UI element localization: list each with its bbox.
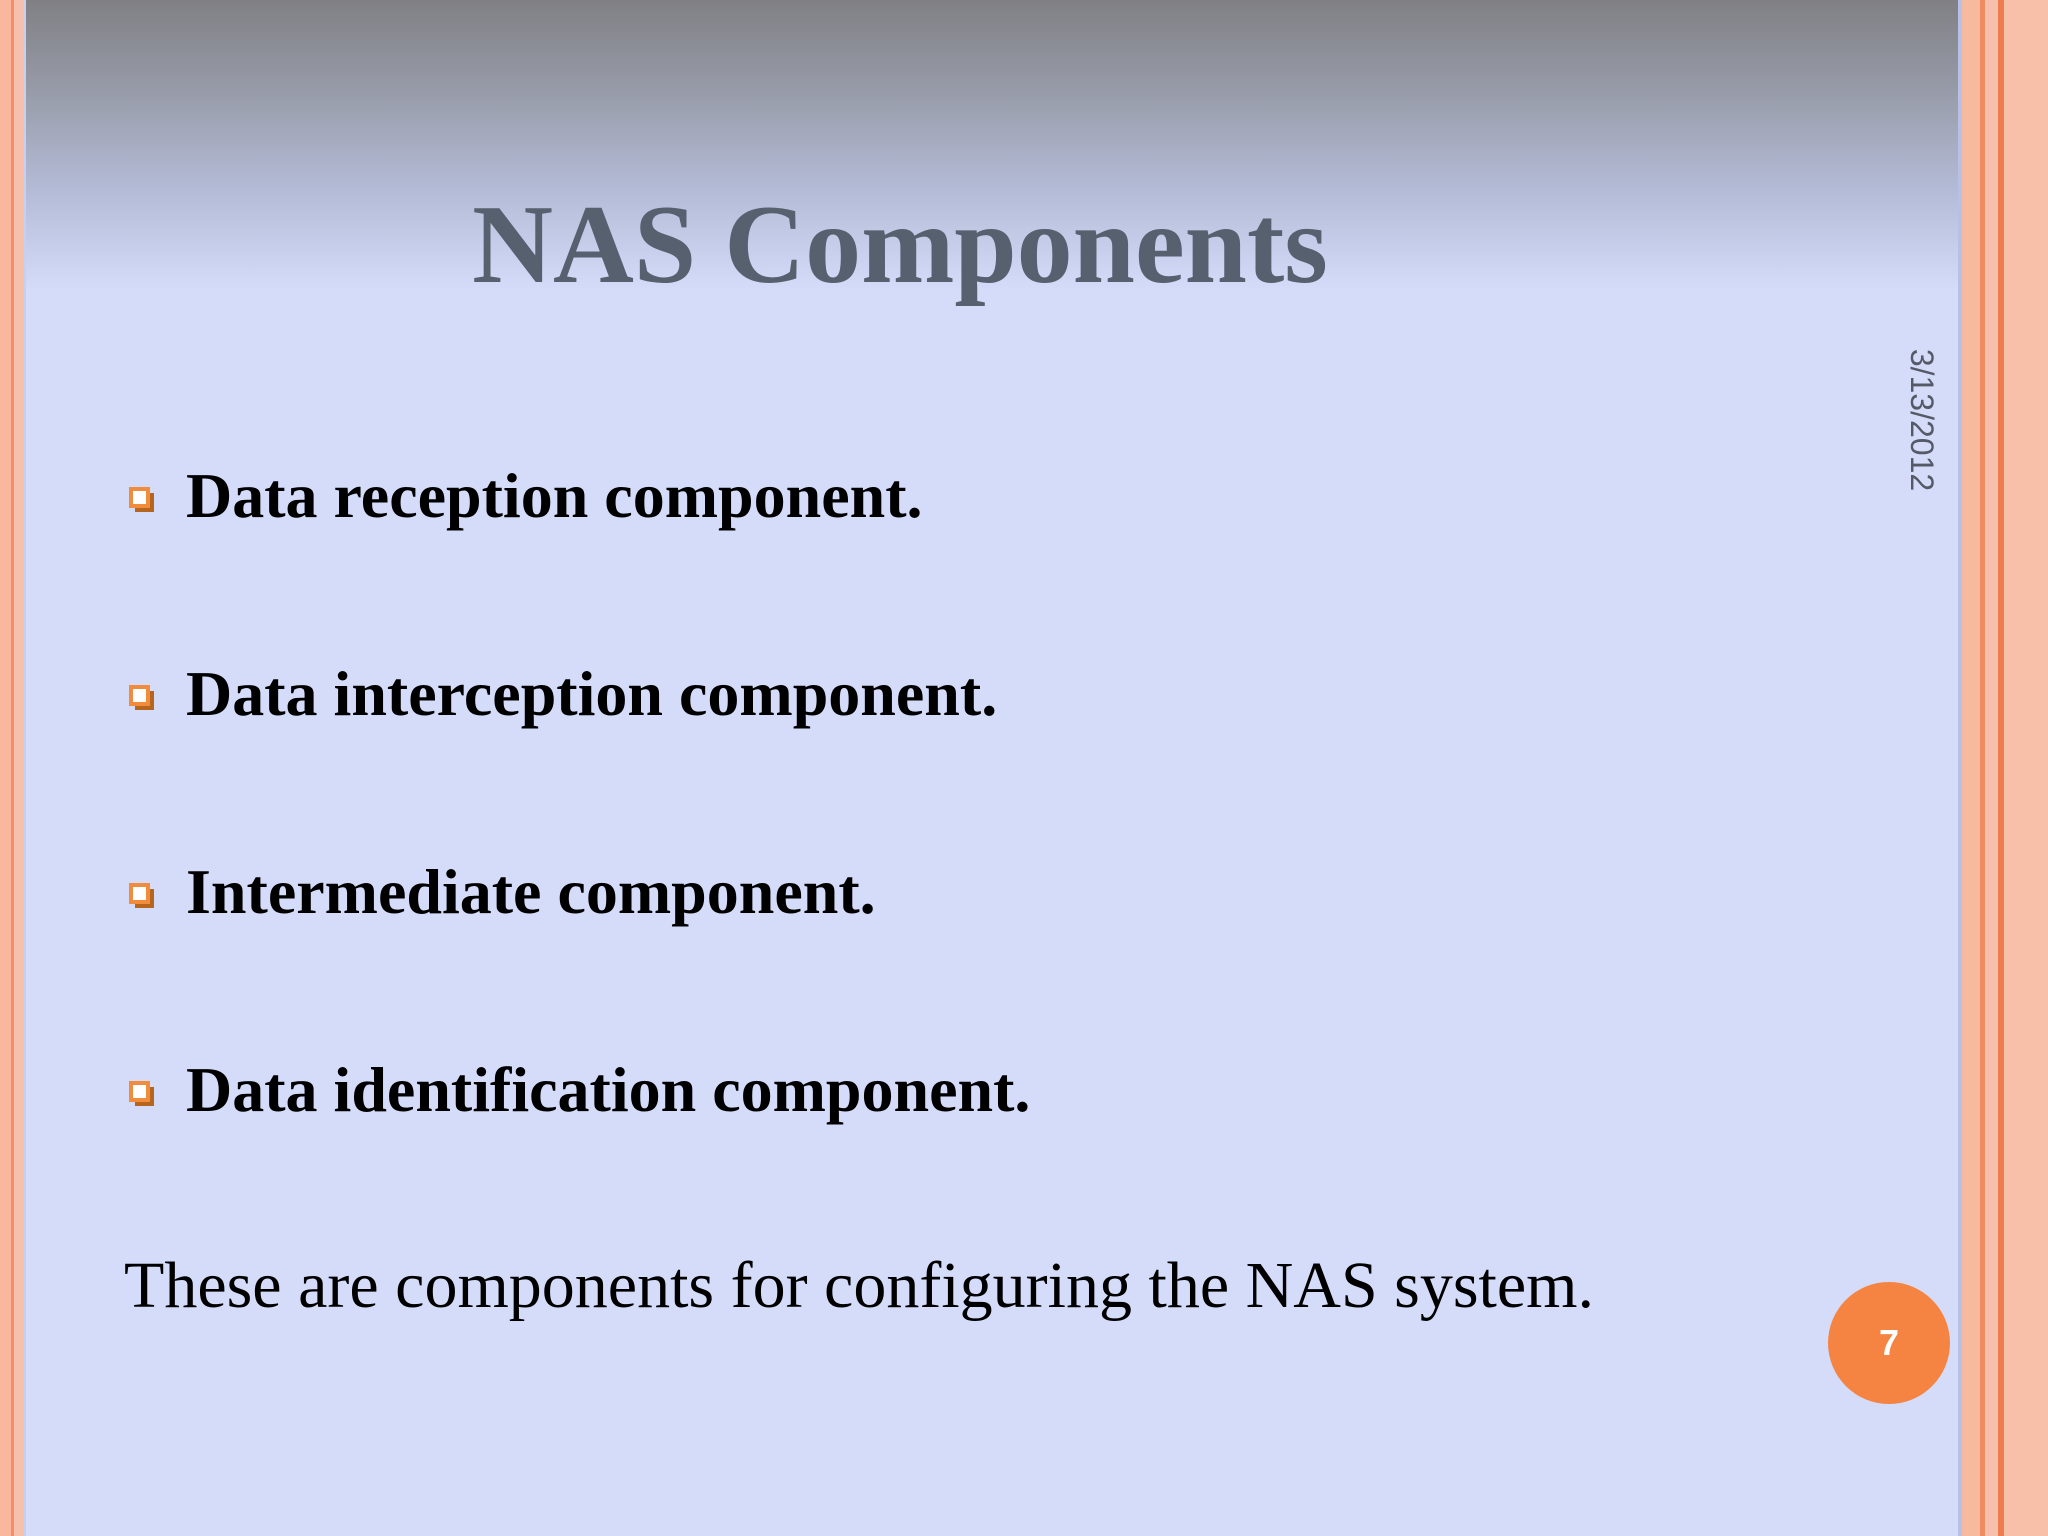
bullet-text: Data interception component. [186, 658, 998, 729]
slide-date: 3/13/2012 [1904, 348, 1940, 492]
bullet-text: Data reception component. [186, 460, 923, 531]
hollow-square-bullet-icon [126, 1078, 156, 1108]
hollow-square-bullet-icon [126, 484, 156, 514]
hollow-square-bullet-icon [126, 682, 156, 712]
page-number: 7 [1878, 1322, 1900, 1363]
right-frame-border [1958, 0, 2048, 1536]
bullet-text: Data identification component. [186, 1054, 1031, 1125]
left-frame-border [0, 0, 26, 1536]
summary-text: These are components for configuring the NAS system. [124, 1249, 1594, 1322]
hollow-square-bullet-icon [126, 880, 156, 910]
page-number-badge [1828, 1282, 1950, 1404]
slide-title: NAS Components [472, 183, 1328, 307]
bullet-text: Intermediate component. [186, 856, 876, 927]
